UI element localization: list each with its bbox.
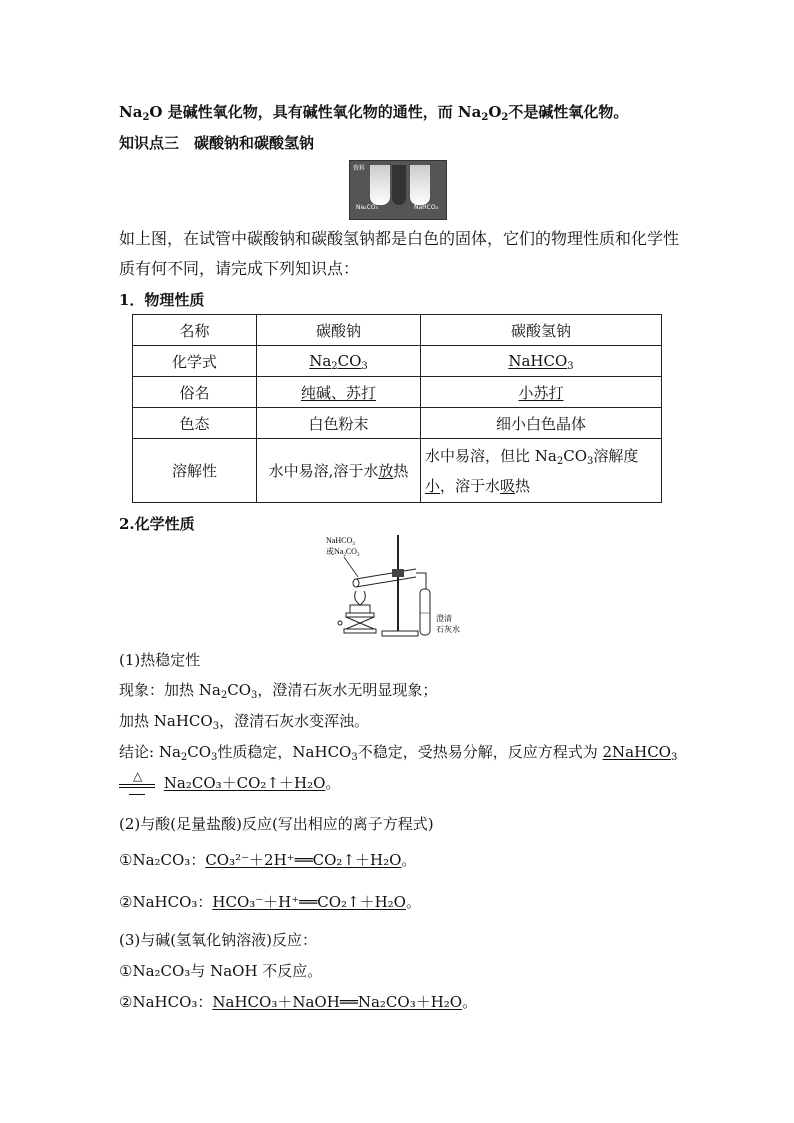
- acid-heading: (2)与酸(足量盐酸)反应(写出相应的离子方程式): [119, 815, 434, 833]
- table-cell: NaHCO$_3$: [421, 346, 662, 377]
- table-cell: 碳酸钠: [257, 315, 421, 346]
- tube-divider: [392, 165, 406, 205]
- paragraph-line-1: 如上图，在试管中碳酸钠和碳酸氢钠都是白色的固体，它们的物理性质和化学性: [119, 229, 680, 248]
- table-cell: 溶解性: [133, 439, 257, 503]
- table-cell: 色态: [133, 408, 257, 439]
- paragraph-line-2: 质有何不同，请完成下列知识点：: [119, 259, 360, 278]
- thermal-equation: △ Na₂CO₃＋CO₂↑＋H₂O。: [119, 773, 340, 794]
- tube-right: [410, 165, 430, 205]
- table-row: [133, 439, 662, 503]
- thermal-line-3: 结论: $Na_2CO_3$性质稳定，NaHCO$_3$不稳定，受热易分解，反应方程式为 2NaHCO$_3$: [119, 743, 678, 763]
- section-title: 知识点三 碳酸钠和碳酸氢钠: [119, 134, 315, 152]
- table-cell: 俗名: [133, 377, 257, 408]
- table-cell: 水中易溶,溶于水放热: [257, 439, 421, 503]
- thermal-line-2: 加热 NaHCO$_3$，澄清石灰水变浑浊。: [119, 712, 370, 732]
- table-cell: 名称: [133, 315, 257, 346]
- photo-corner-label: 资料: [353, 165, 366, 172]
- table-row: [133, 408, 662, 439]
- acid-line-1: ①Na₂CO₃：CO₃²⁻＋2H⁺══CO₂↑＋H₂O。: [119, 851, 417, 869]
- heating-apparatus-diagram: [326, 533, 476, 641]
- table-cell: $Na_2CO_3$: [257, 346, 421, 377]
- thermal-line-1: 现象：加热 $Na_2CO_3$，澄清石灰水无明显现象；: [119, 681, 438, 701]
- physical-heading: 1．物理性质: [119, 291, 205, 309]
- table-header-row: [133, 315, 662, 346]
- table-cell: 水中易溶，但比 $Na_2CO_3$溶解度 小，溶于水吸热: [421, 439, 662, 503]
- physical-properties-table: [132, 314, 662, 503]
- chemical-heading: 2.化学性质: [119, 515, 195, 533]
- heat-arrow: △: [119, 774, 159, 794]
- table-cell: 碳酸氢钠: [421, 315, 662, 346]
- limewater-label-1: 澄清: [436, 614, 452, 623]
- photo-label-right: NaHCO₃: [414, 204, 438, 211]
- base-line-2: ②NaHCO₃：NaHCO₃＋NaOH══Na₂CO₃＋H₂O。: [119, 993, 478, 1011]
- apparatus-label-2: 或$Na_2CO_3$: [326, 547, 360, 558]
- table-cell: 细小白色晶体: [421, 408, 662, 439]
- limewater-label-2: 石灰水: [436, 625, 460, 634]
- table-row: [133, 377, 662, 408]
- tube-left: [370, 165, 390, 205]
- table-cell: 纯碱、苏打: [257, 377, 421, 408]
- table-row: [133, 346, 662, 377]
- base-line-1: ①Na₂CO₃与 NaOH 不反应。: [119, 962, 323, 980]
- table-cell: 小苏打: [421, 377, 662, 408]
- table-cell: 化学式: [133, 346, 257, 377]
- photo-label-left: Na₂CO₃: [356, 204, 378, 211]
- thermal-heading: (1)热稳定性: [119, 651, 201, 669]
- test-tube-photo: [349, 160, 447, 220]
- apparatus-label-1: NaHCO$_3$: [326, 536, 355, 547]
- intro-line: $Na_2O$ 是碱性氧化物，具有碱性氧化物的通性，而 $Na_2O_2$不是碱性氧化物。: [119, 103, 629, 123]
- acid-line-2: ②NaHCO₃：HCO₃⁻＋H⁺══CO₂↑＋H₂O。: [119, 893, 422, 911]
- base-heading: (3)与碱(氢氧化钠溶液)反应：: [119, 931, 317, 949]
- table-cell: 白色粉末: [257, 408, 421, 439]
